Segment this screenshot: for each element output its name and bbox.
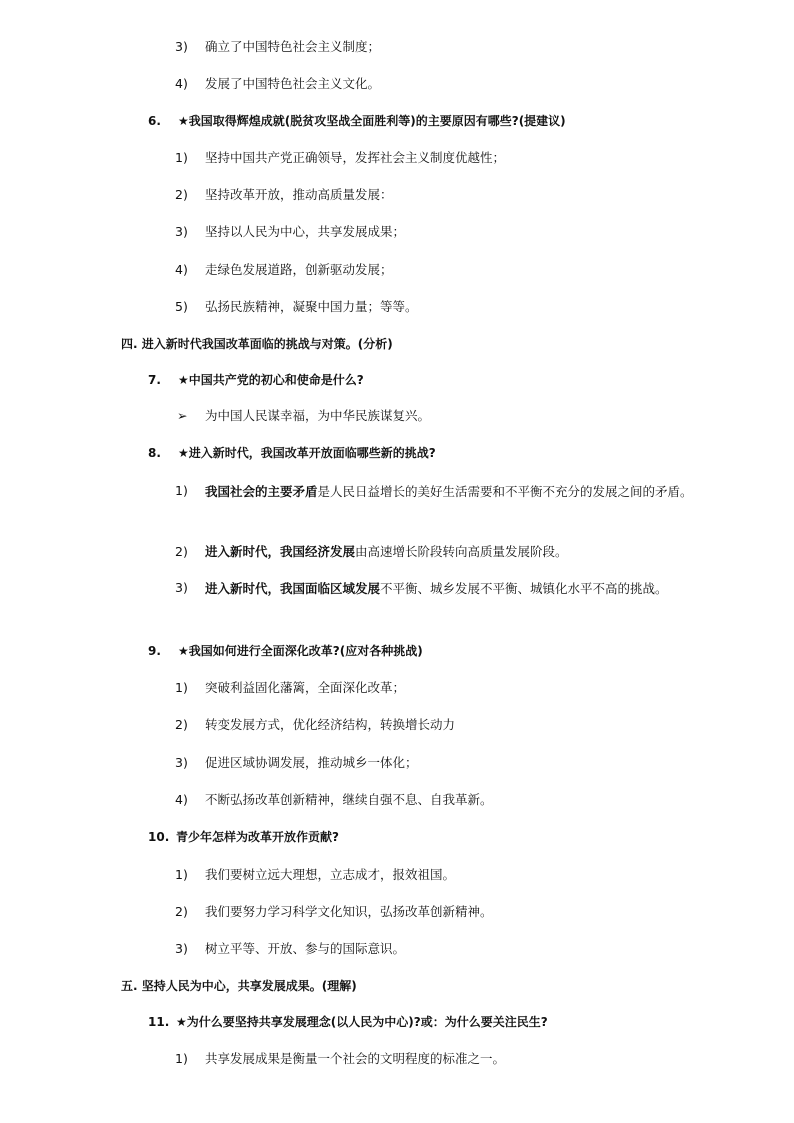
section-heading: 五. 坚持人民为中心，共享发展成果。(理解) <box>121 979 357 993</box>
document-page: 3) 确立了中国特色社会主义制度； 4) 发展了中国特色社会主义文化。 6. ★我国取得辉煌成就(脱贫攻坚战全面胜利等)的主要原因有哪些?(提建议) 1) 坚持中国共产党正确领导，发挥社会主义制度优越性； 2) 坚持改革开放，推动高质量发展： 3) 坚持以人民为中心，共享发展成果； 4) 走绿色发展道路，创新驱动发展； 5) 弘扬民族精神，凝聚中国力量；等等。 四. 进入新时代我国改革面临的挑战与对策。(分析) 7. ★中国共产党的初心和使命是什么? ➢ 为中国人民谋幸福，为中华民族谋复兴。 8. ★进入新时代，我国改革开放面临哪些新的挑战? 1) 我国社会的主要矛盾是人民日益增长的美好生活需要和不平衡不充分的发展之间的矛盾。 2) 进入新时代，我国经济发展由高速增长阶段转向高质量发展阶段。 3) 进入新时代，我国面临区域发展不平衡、城乡发展不平衡、城镇化水平不高的挑战。 9. ★我国如何进行全面深化改革?(应对各种挑战) 1) 突破利益固化藩篱，全面深化改革； 2) 转变发展方式，优化经济结构，转换增长动力 3) 促进区域协调发展，推动城乡一体化； 4) 不断弘扬改革创新精神，继续自强不息、自我革新。 10. 青少年怎样为改革开放作贡献? 1) 我们要树立远大理想，立志成才，报效祖国。 2) 我们要努力学习科学文化知识，弘扬改革创新精神。 3) 树立平等、开放、参与的国际意识。 五. 坚持人民为中心，共享发展成果。(理解) 11. ★为什么要坚持共享发展理念(以人民为中心)?或：为什么要关注民生? 1) 共享发展成果是衡量一个社会的文明程度的标准之一。 <box>121 39 693 1066</box>
arrow-bullet-icon: ➢ <box>177 408 188 423</box>
section-heading: 四. 进入新时代我国改革面临的挑战与对策。(分析) <box>121 337 393 351</box>
